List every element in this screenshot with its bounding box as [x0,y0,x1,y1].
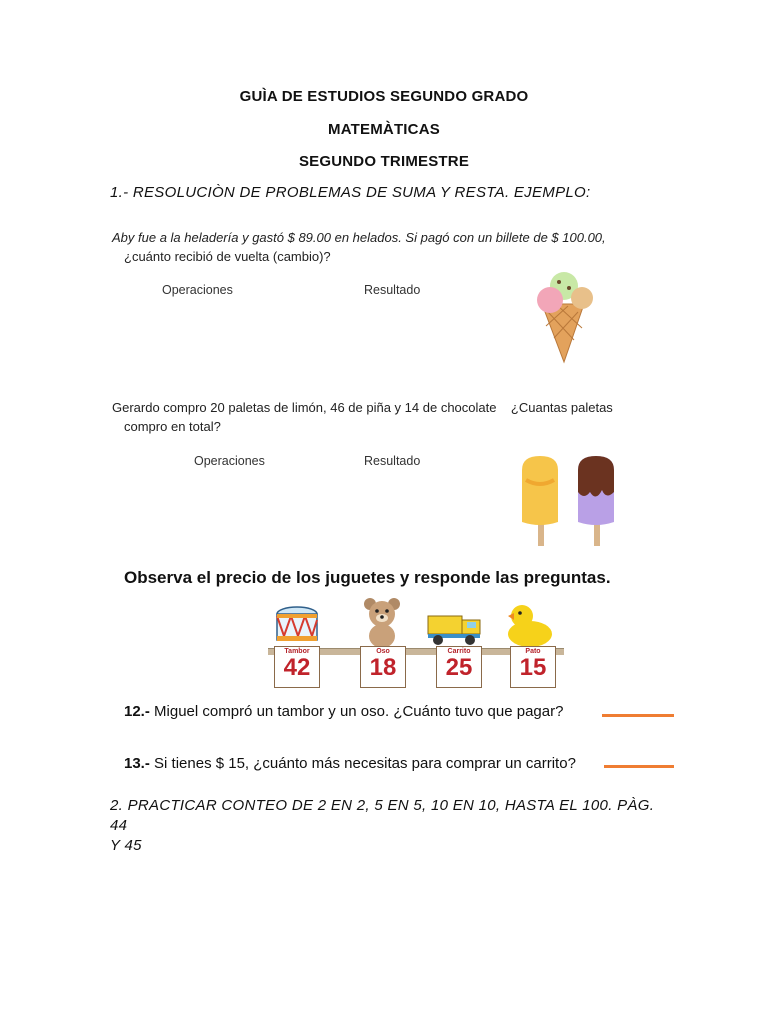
term-title: SEGUNDO TRIMESTRE [298,153,470,170]
question-12-answer-line[interactable] [602,714,674,717]
section-2-line-1: 2. PRACTICAR CONTEO DE 2 EN 2, 5 EN 5, 10 EN 10, HASTA EL 100. PÀG. 44 [110,797,655,834]
problem-2-result-label: Resultado [364,454,421,468]
ice-cream-cone-image [528,268,598,364]
drum-icon [274,602,320,648]
toys-exercise [110,566,675,774]
price-card-name: Oso [376,648,390,655]
problem-1-line-1: Aby fue a la heladería y gastó $ 89.00 en helados. Si pagó con un billete de $ 100.00, [112,230,606,245]
price-card-name: Carrito [447,648,471,655]
price-card-tambor [274,646,320,688]
price-card-value: 15 [519,654,547,681]
price-card-oso [360,646,406,688]
problem-1-line-2: ¿cuánto recibió de vuelta (cambio)? [124,249,331,264]
price-card-name: Pato [525,648,541,655]
price-card-value: 18 [369,654,397,681]
rubber-duck-icon [504,602,554,648]
price-card-pato [510,646,556,688]
problem-1-result-label: Resultado [364,283,421,297]
teddy-bear-icon [362,596,402,648]
price-card-value: 25 [445,654,473,681]
section-1-title: 1.- RESOLUCIÒN DE PROBLEMAS DE SUMA Y RESTA. EJEMPLO: [110,184,591,201]
question-13 [124,755,576,772]
question-13-number: 13.- [124,755,150,772]
price-card-value: 42 [283,654,311,681]
question-12-number: 12.- [124,703,150,720]
problem-2-line-1: Gerardo compro 20 paletas de limón, 46 de piña y 14 de chocolate ¿Cuantas paletas [112,400,613,415]
toy-truck-icon [426,610,484,648]
problem-1-text [112,228,652,266]
section-2 [110,796,670,856]
problem-2-operations-label: Operaciones [194,454,265,468]
toys-instruction: Observa el precio de los juguetes y responde las preguntas. [124,568,611,587]
question-13-answer-line[interactable] [604,765,674,768]
question-12-text: Miguel compró un tambor y un oso. ¿Cuánto tuvo que pagar? [154,703,564,720]
question-12 [124,703,563,720]
problem-2-text [112,398,632,436]
price-card-carrito [436,646,482,688]
section-2-line-2: Y 45 [110,837,142,854]
popsicles-image [514,450,624,550]
document-title: GUÌA DE ESTUDIOS SEGUNDO GRADO [239,88,529,105]
problem-1-operations-label: Operaciones [162,283,233,297]
problem-2-line-2: compro en total? [124,419,221,434]
question-13-text: Si tienes $ 15, ¿cuánto más necesitas para comprar un carrito? [154,755,576,772]
subject-title: MATEMÀTICAS [328,121,440,138]
price-card-name: Tambor [284,648,310,655]
